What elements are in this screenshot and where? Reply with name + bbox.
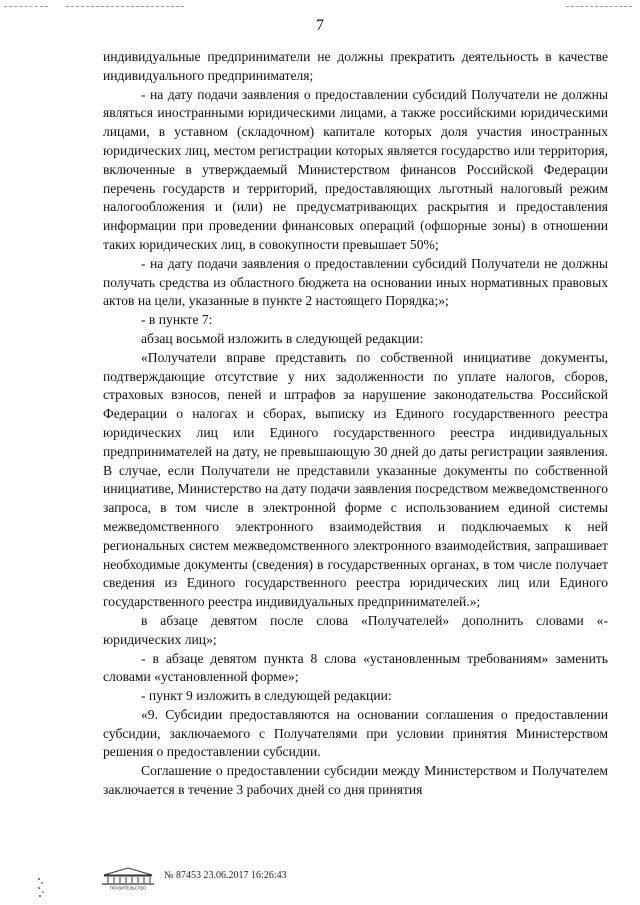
paragraph-11: Соглашение о предоставлении субсидии между Министерством и Получателем заключается в течение 3 рабочих дней со дня принятия: [103, 763, 608, 798]
paragraph-8: - в абзаце девятом пункта 8 слова «установленным требованиям» заменить словами «установленной форме»;: [103, 650, 608, 685]
page-number: 7: [316, 17, 324, 34]
government-building-logo-icon: [100, 866, 156, 890]
paragraph-5: абзац восьмой изложить в следующей редакции:: [141, 330, 424, 346]
registration-stamp: № 87453 23.06.2017 16:26:43: [164, 870, 287, 881]
paragraph-10: «9. Субсидии предоставляются на основании соглашения о предоставлении субсидии, заключаемого с Получателями при условии принятия Министерством решения о предоставлении субсидии.: [103, 706, 608, 760]
top-scan-line-mid: [66, 6, 184, 7]
paragraph-6: «Получатели вправе представить по собственной инициативе документы, подтверждающие отсутствие у них задолженности по уплате налогов, сборов, страховых взносов, пеней и штрафов за нарушение законодательства Российской Федерации о налогах и сборах, выписку из Единого государственного реестра юридических лиц или Единого государственного реестра индивидуальных предпринимателей на дату, не превышающую 30 дней до даты регистрации заявления. В случае, если Получатели не представили указанные документы по собственной инициативе, Министерство на дату подачи заявления посредством межведомственного запроса, в том числе в электронной форме с использованием единой системы межведомственного электронного взаимодействия и подключаемых к ней региональных систем межведомственного электронного взаимодействия, запрашивает необходимые документы (сведения) в государственных органах, в том числе получает сведения из Единого государственного реестра юридических лиц или Единого государственного реестра индивидуальных предпринимателей.»;: [103, 349, 608, 610]
top-scan-line-right: [566, 6, 632, 7]
paragraph-7: в абзаце девятом после слова «Получателей» дополнить словами «- юридических лиц»;: [103, 612, 608, 647]
logo-caption: ПРАВИТЕЛЬСТВО: [109, 885, 147, 890]
paragraph-9: - пункт 9 изложить в следующей редакции:: [141, 688, 392, 704]
registration-footer: [100, 866, 340, 890]
document-body: [103, 48, 608, 800]
top-scan-line-left: [4, 6, 48, 7]
paragraph-4: - в пункте 7:: [141, 312, 213, 328]
paragraph-2: - на дату подачи заявления о предоставлении субсидий Получатели не должны являться иностранными юридическими лицами, а также российскими юридическими лицами, в уставном (складочном) капитале которых доля участия иностранных юридических лиц, местом регистрации которых является государство или территория, включенные в утверждаемый Министерством финансов Российской Федерации перечень государств и территорий, предоставляющих льготный налоговый режим налогообложения и (или) не предусматривающих раскрытия и предоставления информации при проведении финансовых операций (офшорные зоны) в отношении таких юридических лиц, в совокупности превышает 50%;: [103, 86, 608, 252]
margin-scan-marks: [36, 876, 46, 898]
paragraph-3: - на дату подачи заявления о предоставлении субсидий Получатели не должны получать средства из областного бюджета на основании иных нормативных правовых актов на цели, указанные в пункте 2 настоящего Порядка;»;: [103, 255, 608, 309]
paragraph-1: индивидуальные предприниматели не должны прекратить деятельность в качестве индивидуального предпринимателя;: [103, 49, 608, 83]
